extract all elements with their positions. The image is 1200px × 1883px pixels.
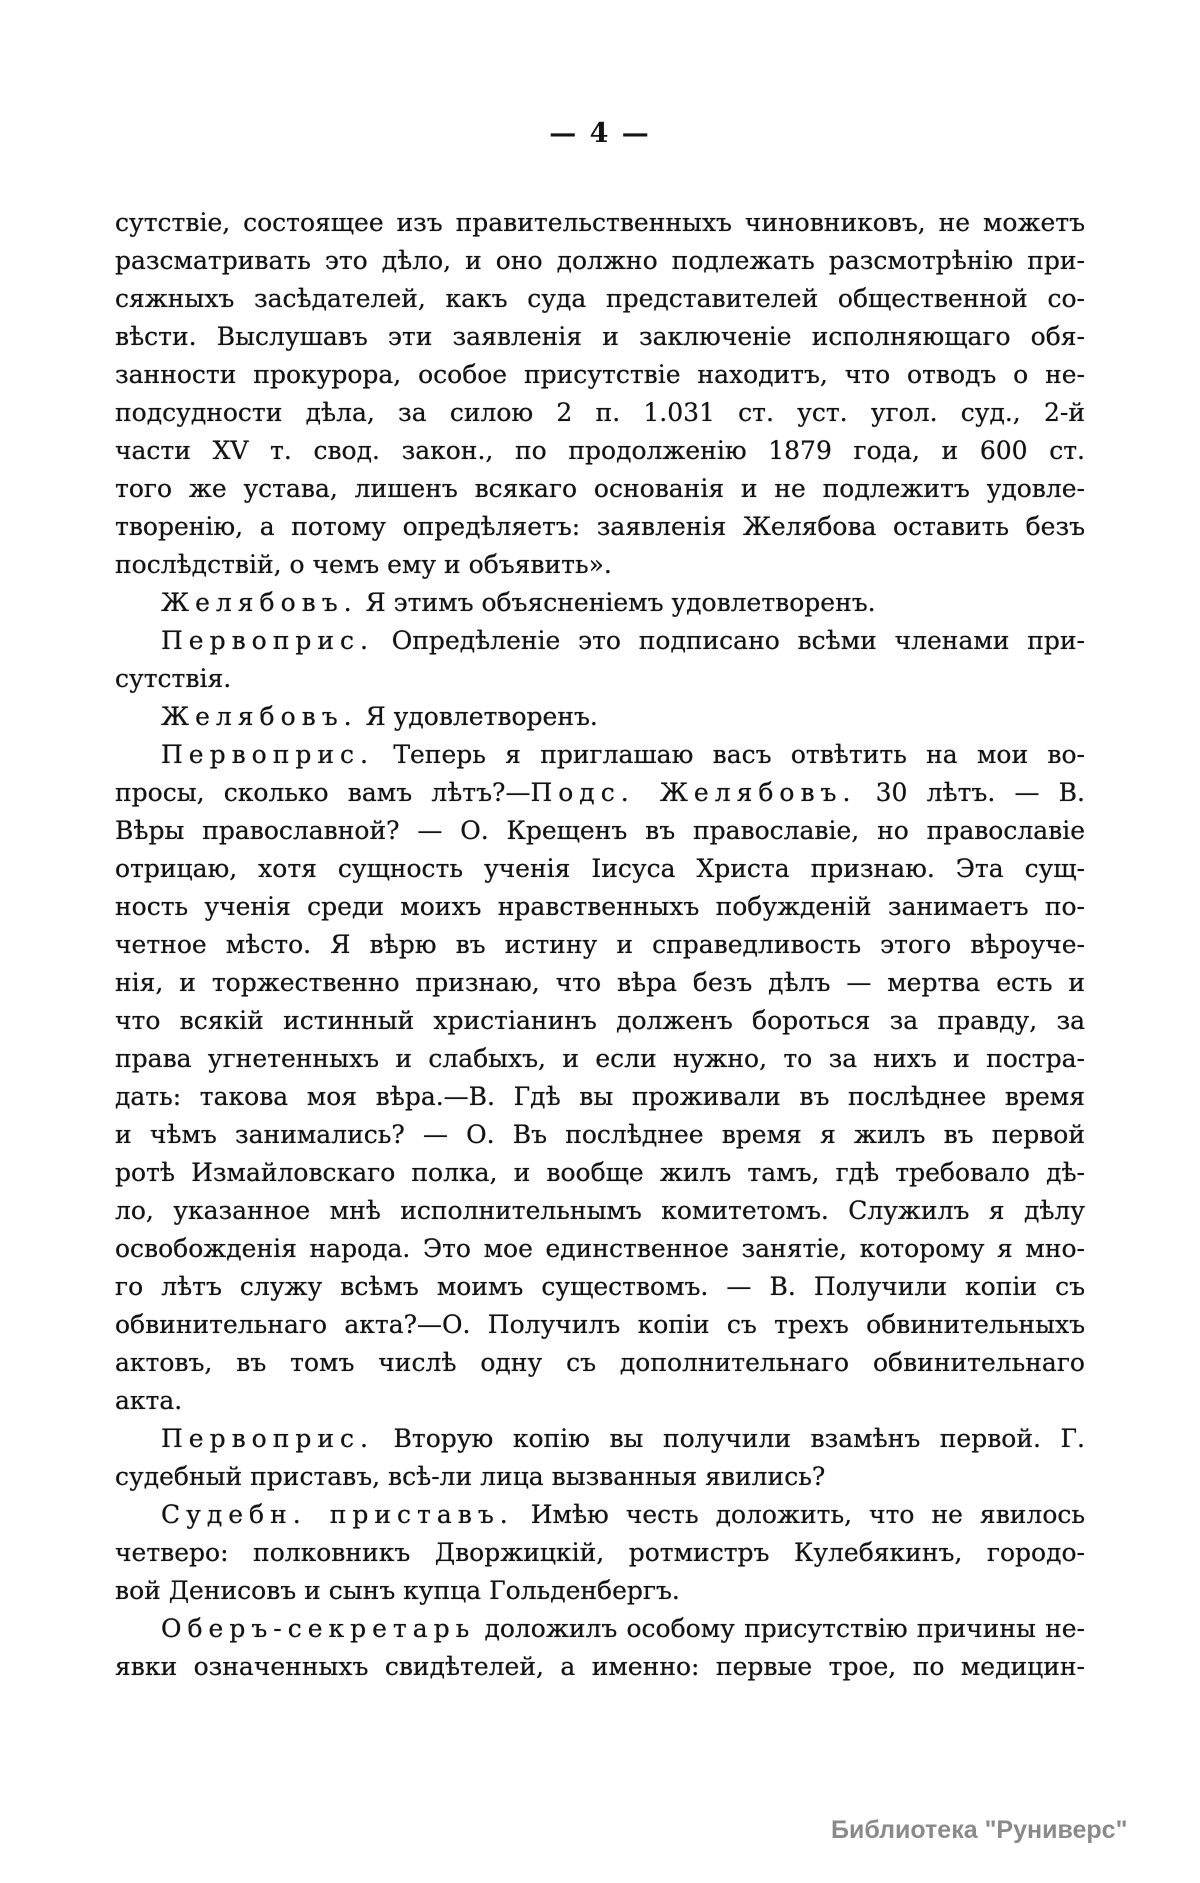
text-segment: и чѣмъ занимались? — О. Въ послѣднее время я жилъ въ первой (115, 1120, 1085, 1149)
speaker-name: Первоприс. (161, 1424, 375, 1453)
text-line (115, 1572, 1085, 1610)
text-segment: Теперь я приглашаю васъ отвѣтить на мои во- (374, 740, 1085, 769)
text-segment: четверо: полковникъ Дворжицкій, ротмистръ Кулебякинъ, городо- (115, 1538, 1085, 1567)
text-segment: ротѣ Измайловскаго полка, и вообще жилъ тамъ, гдѣ требовало дѣ- (115, 1158, 1085, 1187)
text-line (115, 394, 1085, 432)
speaker-name: Подс. Желябовъ. (530, 778, 857, 807)
text-segment: доложилъ особому присутствію причины не- (475, 1614, 1085, 1643)
text-line (115, 1040, 1085, 1078)
text-segment: вой Денисовъ и сынъ купца Гольденбергъ. (115, 1576, 680, 1605)
text-line (115, 508, 1085, 546)
text-line (115, 736, 1085, 774)
text-line (115, 1458, 1085, 1496)
text-line (115, 964, 1085, 1002)
text-line (115, 660, 1085, 698)
text-segment: Я удовлетворенъ. (357, 702, 598, 731)
text-segment: освобожденія народа. Это мое единственное занятіе, которому я мно- (115, 1234, 1085, 1263)
text-line (115, 470, 1085, 508)
text-line (115, 204, 1085, 242)
text-segment: 30 лѣтъ. — В. (856, 778, 1085, 807)
text-segment: ность ученія среди моихъ нравственныхъ побужденій занимаетъ по- (115, 892, 1085, 921)
text-segment: нія, и торжественно признаю, что вѣра безъ дѣлъ — мертва есть и (115, 968, 1085, 997)
text-segment: обвинительнаго акта?—О. Получилъ копіи съ трехъ обвинительныхъ (115, 1310, 1085, 1339)
text-segment: сутствіе, состоящее изъ правительственныхъ чиновниковъ, не можетъ (115, 208, 1085, 237)
text-line (115, 1268, 1085, 1306)
text-line (115, 888, 1085, 926)
text-line (115, 242, 1085, 280)
speaker-name: Первоприс. (161, 626, 375, 655)
text-line (115, 622, 1085, 660)
text-segment: занности прокурора, особое присутствіе находитъ, что отводъ о не- (115, 360, 1085, 389)
text-line (115, 356, 1085, 394)
text-segment: явки означенныхъ свидѣтелей, а именно: первые трое, по медицин- (115, 1652, 1085, 1681)
text-line (115, 1230, 1085, 1268)
text-segment: творенію, а потому опредѣляетъ: заявленія Желябова оставить безъ (115, 512, 1085, 541)
text-segment: Имѣю честь доложить, что не явилось (513, 1500, 1085, 1529)
text-line (115, 1420, 1085, 1458)
text-segment: сяжныхъ засѣдателей, какъ суда представителей общественной со- (115, 284, 1085, 313)
text-segment: просы, сколько вамъ лѣтъ?— (115, 778, 531, 807)
text-line (115, 850, 1085, 888)
text-segment: ло, указанное мнѣ исполнительнымъ комитетомъ. Служилъ я дѣлу (115, 1196, 1085, 1225)
text-segment: послѣдствій, о чемъ ему и объявить». (115, 550, 612, 579)
text-line (115, 1534, 1085, 1572)
text-segment: сутствія. (115, 664, 232, 693)
text-segment: права угнетенныхъ и слабыхъ, и если нужно, то за нихъ и постра- (115, 1044, 1085, 1073)
text-line (115, 1610, 1085, 1648)
text-line (115, 1648, 1085, 1686)
text-segment: подсудности дѣла, за силою 2 п. 1.031 ст. уст. угол. суд., 2-й (115, 398, 1085, 427)
text-line (115, 318, 1085, 356)
text-segment: Опредѣленіе это подписано всѣми членами при- (374, 626, 1085, 655)
text-line (115, 546, 1085, 584)
text-segment: что всякій истинный христіанинъ долженъ бороться за правду, за (115, 1006, 1085, 1035)
text-segment: вѣсти. Выслушавъ эти заявленія и заключеніе исполняющаго обя- (115, 322, 1085, 351)
text-line (115, 1496, 1085, 1534)
text-segment: четное мѣсто. Я вѣрю въ истину и справедливость этого вѣроуче- (115, 930, 1085, 959)
text-segment: судебный приставъ, всѣ-ли лица вызванныя явились? (115, 1462, 826, 1491)
speaker-name: Желябовъ. (161, 702, 358, 731)
text-line (115, 1382, 1085, 1420)
text-segment: акта. (115, 1386, 183, 1415)
text-line (115, 584, 1085, 622)
text-line (115, 1306, 1085, 1344)
text-segment: Вторую копію вы получили взамѣнъ первой. Г. (374, 1424, 1085, 1453)
library-watermark: Библиотека "Руниверс" (831, 1816, 1128, 1844)
text-line (115, 1192, 1085, 1230)
text-segment: Я этимъ объясненіемъ удовлетворенъ. (357, 588, 876, 617)
speaker-name: Желябовъ. (161, 588, 358, 617)
text-line (115, 1078, 1085, 1116)
text-segment: актовъ, въ томъ числѣ одну съ дополнительнаго обвинительнаго (115, 1348, 1085, 1377)
speaker-name: Оберъ-секретарь (161, 1614, 476, 1643)
text-segment: го лѣтъ служу всѣмъ моимъ существомъ. — В. Получили копіи съ (115, 1272, 1085, 1301)
text-line (115, 1002, 1085, 1040)
speaker-name: Первоприс. (161, 740, 375, 769)
text-segment: разсматривать это дѣло, и оно должно подлежать разсмотрѣнію при- (115, 246, 1085, 275)
text-line (115, 698, 1085, 736)
text-line (115, 1344, 1085, 1382)
text-line (115, 774, 1085, 812)
text-line (115, 812, 1085, 850)
text-segment: отрицаю, хотя сущность ученія Іисуса Христа признаю. Эта сущ- (115, 854, 1085, 883)
text-line (115, 926, 1085, 964)
text-segment: Вѣры православной? — О. Крещенъ въ православіе, но православіе (115, 816, 1085, 845)
text-line (115, 1154, 1085, 1192)
text-line (115, 432, 1085, 470)
page-number: — 4 — (549, 118, 651, 149)
page-text (115, 204, 1085, 1686)
text-segment: части XV т. свод. закон., по продолженію 1879 года, и 600 ст. (115, 436, 1085, 465)
text-segment: того же устава, лишенъ всякаго основанія и не подлежитъ удовле- (115, 474, 1085, 503)
text-segment: дать: такова моя вѣра.—В. Гдѣ вы проживали въ послѣднее время (115, 1082, 1085, 1111)
speaker-name: Судебн. приставъ. (161, 1500, 514, 1529)
text-line (115, 280, 1085, 318)
text-line (115, 1116, 1085, 1154)
